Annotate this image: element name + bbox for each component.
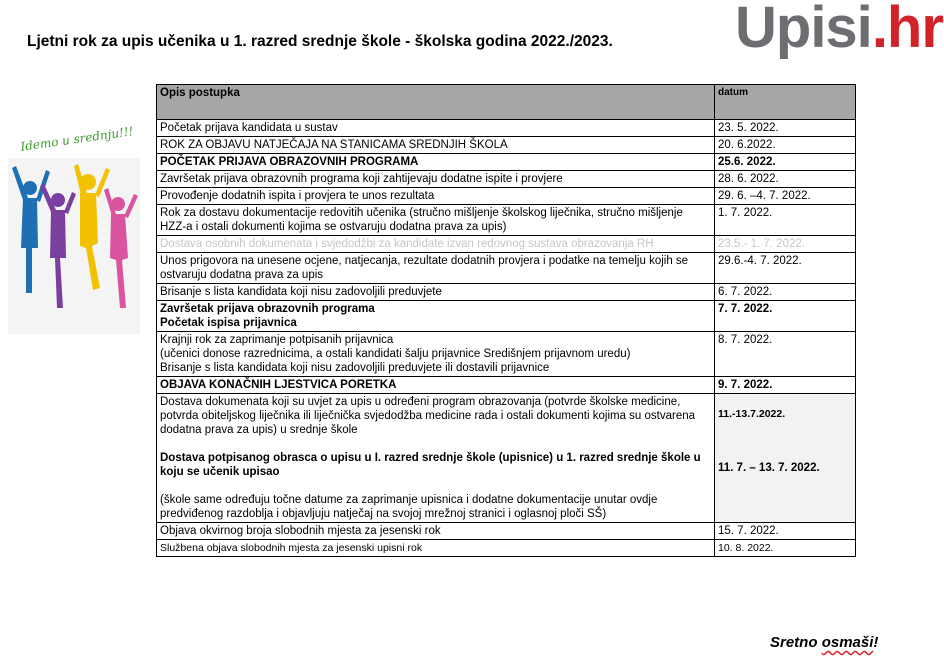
row-description: OBJAVA KONAČNIH LJESTVICA PORETKA bbox=[157, 377, 715, 394]
row-date: 8. 7. 2022. bbox=[715, 332, 856, 377]
row-date: 23. 5. 2022. bbox=[715, 120, 856, 137]
row-description: Službena objava slobodnih mjesta za jesenski upisni rok bbox=[157, 540, 715, 557]
row-description bbox=[157, 301, 715, 332]
row-date: 28. 6. 2022. bbox=[715, 171, 856, 188]
row-date-line: 11.-13.7.2022. bbox=[718, 408, 786, 420]
enrollment-schedule-table bbox=[156, 84, 856, 557]
row-date: 23.5.- 1. 7. 2022. bbox=[715, 236, 856, 253]
row-description-line: Početak ispisa prijavnica bbox=[160, 317, 297, 329]
row-description-line: Završetak prijava obrazovnih programa bbox=[160, 303, 375, 315]
row-date: 10. 8. 2022. bbox=[715, 540, 856, 557]
table-row bbox=[157, 377, 856, 394]
illustration-slogan: Idemo u srednju!!! bbox=[19, 124, 135, 154]
table-row bbox=[157, 301, 856, 332]
row-description-line: (škole same određuju točne datume za zaprimanje upisnica i dodatne dokumentacije unutar ovdje predviđenog razdoblja i objavljuju natječaj na svojoj mrežnoj stranici i oglasnoj ploči SŠ) bbox=[160, 494, 658, 520]
students-illustration bbox=[8, 118, 140, 334]
row-date: 6. 7. 2022. bbox=[715, 284, 856, 301]
table-row bbox=[157, 205, 856, 236]
row-description-line: Brisanje s lista kandidata koji nisu zadovoljili preduvjete ili dostavili prijavnice bbox=[160, 362, 550, 374]
row-date: 9. 7. 2022. bbox=[715, 377, 856, 394]
table-row bbox=[157, 154, 856, 171]
row-date: 20. 6.2022. bbox=[715, 137, 856, 154]
row-date: 1. 7. 2022. bbox=[715, 205, 856, 236]
page-title: Ljetni rok za upis učenika u 1. razred srednje škole - školska godina 2022./2023. bbox=[27, 33, 613, 50]
table-row bbox=[157, 540, 856, 557]
row-date: 25.6. 2022. bbox=[715, 154, 856, 171]
row-description bbox=[157, 332, 715, 377]
row-description: Objava okvirnog broja slobodnih mjesta za jesenski rok bbox=[157, 523, 715, 540]
row-description: Završetak prijava obrazovnih programa koji zahtijevaju dodatne ispite i provjere bbox=[157, 171, 715, 188]
row-date: 15. 7. 2022. bbox=[715, 523, 856, 540]
row-description: Provođenje dodatnih ispita i provjera te unos rezultata bbox=[157, 188, 715, 205]
header-date: datum bbox=[715, 85, 856, 120]
row-description-line: (učenici donose razrednicima, a ostali kandidati šalju prijavnice Središnjem prijavnom uredu) bbox=[160, 348, 631, 360]
row-date: 29.6.-4. 7. 2022. bbox=[715, 253, 856, 284]
row-description-line: Dostava dokumenata koji su uvjet za upis u određeni program obrazovanja (potvrde školske medicine, potvrda obiteljskog liječnika ili liječnička svjedodžba medicine rada i ostali dokumenti kojima su ostvarena dodatna prava za upis) u srednje škole bbox=[160, 396, 696, 436]
table-row bbox=[157, 284, 856, 301]
table-header-row bbox=[157, 85, 856, 120]
table-row bbox=[157, 523, 856, 540]
footer-text-underlined: osmaši bbox=[821, 634, 874, 651]
row-description bbox=[157, 394, 715, 523]
row-description-line: Dostava potpisanog obrasca o upisu u I. razred srednje škole (upisnice) u 1. razred srednje škole u koju se učenik upisao bbox=[160, 452, 701, 478]
footer-greeting bbox=[770, 634, 878, 651]
table-row bbox=[157, 188, 856, 205]
row-description: Dostava osobnih dokumenata i svjedodžbi za kandidate izvan redovnog sustava obrazovanja RH bbox=[157, 236, 715, 253]
header-description: Opis postupka bbox=[157, 85, 715, 120]
row-date bbox=[715, 394, 856, 523]
table-row bbox=[157, 253, 856, 284]
row-date-line: 11. 7. – 13. 7. 2022. bbox=[718, 462, 820, 474]
table-row bbox=[157, 394, 856, 523]
upisi-logo bbox=[735, 0, 943, 61]
table-row bbox=[157, 137, 856, 154]
logo-text-main: Upisi bbox=[735, 0, 872, 60]
footer-text: Sretno bbox=[770, 634, 822, 651]
row-date: 29. 6. –4. 7. 2022. bbox=[715, 188, 856, 205]
row-date: 7. 7. 2022. bbox=[715, 301, 856, 332]
row-description-line: Krajnji rok za zaprimanje potpisanih prijavnica bbox=[160, 334, 394, 346]
row-description: Početak prijava kandidata u sustav bbox=[157, 120, 715, 137]
table-row bbox=[157, 171, 856, 188]
row-description: ROK ZA OBJAVU NATJEČAJA NA STANICAMA SREDNJIH ŠKOLA bbox=[157, 137, 715, 154]
table-row bbox=[157, 236, 856, 253]
table-row bbox=[157, 332, 856, 377]
row-description: POČETAK PRIJAVA OBRAZOVNIH PROGRAMA bbox=[157, 154, 715, 171]
logo-text-domain: .hr bbox=[871, 0, 943, 60]
row-description: Unos prigovora na unesene ocjene, natjecanja, rezultate dodatnih provjera i podatke na temelju kojih se ostvaruju dodatna prava za upis bbox=[157, 253, 715, 284]
table-row bbox=[157, 120, 856, 137]
row-description: Brisanje s lista kandidata koji nisu zadovoljili preduvjete bbox=[157, 284, 715, 301]
row-description: Rok za dostavu dokumentacije redovitih učenika (stručno mišljenje školskog liječnika, stručno mišljenje HZZ-a i ostali dokumenti kojima se ostvaruju dodatna prava za upis) bbox=[157, 205, 715, 236]
footer-text-end: ! bbox=[873, 634, 879, 651]
